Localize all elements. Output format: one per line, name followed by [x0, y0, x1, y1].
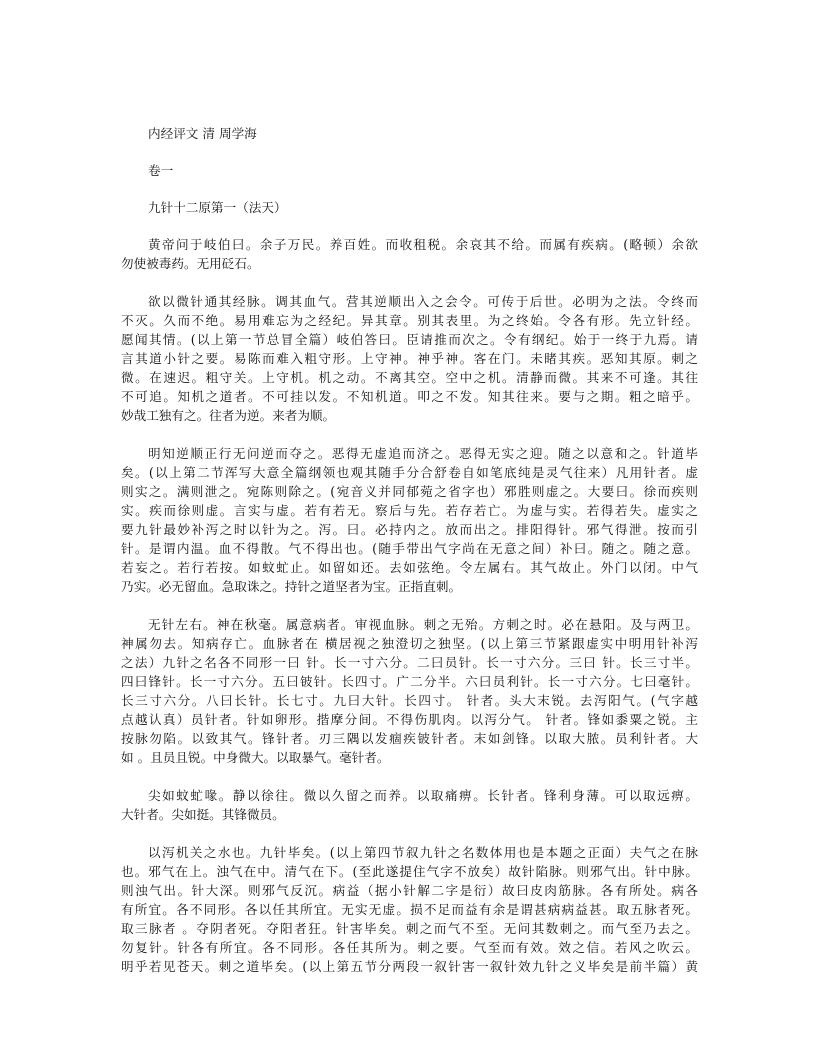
- text-line: 取三脉者 。夺阴者死。夺阳者狂。针害毕矣。刺之而气不至。无问其数刺之。而气至乃去之。: [121, 921, 698, 936]
- text-line: 乃实。必无留血。急取诛之。持针之道坚者为宝。正指直刺。: [121, 579, 462, 594]
- paragraph: [121, 444, 698, 596]
- text-line: 要九针最妙补泻之时以针为之。泻。曰。必持内之。放而出之。排阳得针。邪气得泄。按而引: [121, 522, 698, 537]
- text-line: 大针者。尖如挺。其锋微员。: [121, 807, 285, 822]
- text-line: 神属勿去。知病存亡。血脉者在 横居视之独澄切之独坚。(以上第三节紧跟虚实中明用针补泻: [121, 636, 698, 651]
- paragraph-gap: [121, 425, 698, 444]
- text-line: 黄帝问于岐伯曰。余子万民。养百姓。而收租税。余哀其不给。而属有疾病。(略顿）余欲: [148, 237, 698, 252]
- volume-heading: 卷一: [148, 163, 174, 178]
- text-line: 则浊气出。针大深。则邪气反沉。病益（据小针解二字是衍）故曰皮肉筋脉。各有所处。病各: [121, 883, 698, 898]
- body-text: [121, 235, 698, 976]
- chapter-heading: 九针十二原第一（法天）: [148, 200, 287, 215]
- text-line: 勿复针。针各有所宜。各不同形。各任其所为。刺之要。气至而有效。效之信。若风之吹云。: [121, 940, 698, 955]
- text-line: 则实之。满则泄之。宛陈则除之。(宛音义并同郁菀之省字也）邪胜则虚之。大要曰。徐而疾则: [121, 484, 698, 499]
- text-line: 点越认真）员针者。针如卵形。揩摩分间。不得伤肌肉。以泻分气。 针者。锋如黍粟之锐。主: [121, 712, 698, 727]
- text-line: 以泻机关之水也。九针毕矣。(以上第四节叙九针之名数体用也是本题之正面）夫气之在脉: [148, 845, 698, 860]
- text-line: 微。在速迟。粗守关。上守机。机之动。不离其空。空中之机。清静而微。其来不可逢。其往: [121, 370, 698, 385]
- text-line: 按脉勿陷。以致其气。锋针者。刃三隅以发痼疾铍针者。末如剑锋。以取大脓。员利针者。大: [121, 731, 698, 746]
- text-line: 之法）九针之名各不同形一曰 针。长一寸六分。二曰员针。长一寸六分。三曰 针。长三寸半。: [121, 655, 698, 670]
- text-line: 尖如蚊虻喙。静以徐往。微以久留之而养。以取痛痹。长针者。锋利身薄。可以取远痹。: [148, 788, 698, 803]
- text-line: 也。邪气在上。浊气在中。清气在下。(至此遂提住气字不放矣）故针陷脉。则邪气出。针中脉。: [121, 864, 698, 879]
- paragraph-gap: [121, 767, 698, 786]
- paragraph: [121, 843, 698, 976]
- paragraph-gap: [121, 596, 698, 615]
- text-line: 明乎若见苍天。刺之道毕矣。(以上第五节分两段一叙针害一叙针效九针之义毕矣是前半篇）黄: [121, 959, 698, 974]
- text-line: 妙哉工独有之。往者为逆。来者为顺。: [121, 408, 336, 423]
- text-line: 矣。(以上第二节浑写大意全篇纲领也观其随手分合舒卷自如笔底纯是灵气往来）凡用针者。虚: [121, 465, 698, 480]
- spacer: [121, 143, 698, 161]
- text-line: 针。是谓内温。血不得散。气不得出也。(随手带出气字尚在无意之间）补曰。随之。随之意。: [121, 541, 698, 556]
- text-line: 有所宜。各不同形。各以任其所宜。无实无虚。损不足而益有余是谓甚病病益甚。取五脉者死。: [121, 902, 698, 917]
- text-line: 不灭。久而不绝。易用难忘为之经纪。异其章。别其表里。为之终始。令各有形。先立针经。: [121, 313, 698, 328]
- spacer: [121, 180, 698, 198]
- text-line: 若妄之。若行若按。如蚊虻止。如留如还。去如弦绝。令左属右。其气故止。外门以闭。中气: [121, 560, 698, 575]
- text-line: 长三寸六分。八曰长针。长七寸。九曰大针。长四寸。 针者。头大末锐。去泻阳气。(气字越: [121, 693, 698, 708]
- text-line: 愿闻其情。(以上第一节总冒全篇）岐伯答曰。臣请推而次之。令有纲纪。始于一终于九焉。请: [121, 332, 698, 347]
- paragraph: [121, 786, 698, 824]
- spacer: [121, 217, 698, 235]
- paragraph-gap: [121, 273, 698, 292]
- text-line: 不可追。知机之道者。不可挂以发。不知机道。叩之不发。知其往来。要与之期。粗之暗乎。: [121, 389, 698, 404]
- text-line: 实。疾而徐则虚。言实与虚。若有若无。察后与先。若存若亡。为虚与实。若得若失。虚实之: [121, 503, 698, 518]
- paragraph: [121, 235, 698, 273]
- text-line: 如 。且员且锐。中身微大。以取暴气。毫针者。: [121, 750, 390, 765]
- document-page: [121, 124, 698, 976]
- text-line: 无针左右。神在秋毫。属意病者。审视血脉。刺之无殆。方刺之时。必在悬阳。及与两卫。: [148, 617, 698, 632]
- text-line: 欲以微针通其经脉。调其血气。营其逆顺出入之会令。可传于后世。必明为之法。令终而: [148, 294, 698, 309]
- paragraph-gap: [121, 824, 698, 843]
- book-title: 内经评文 清 周学海: [148, 126, 257, 141]
- text-line: 明知逆顺正行无问逆而夺之。恶得无虚追而济之。恶得无实之迎。随之以意和之。针道毕: [148, 446, 698, 461]
- text-line: 言其道小针之要。易陈而难入粗守形。上守神。神乎神。客在门。未睹其疾。恶知其原。刺之: [121, 351, 698, 366]
- paragraph: [121, 615, 698, 767]
- text-line: 勿使被毒药。无用砭石。: [121, 256, 260, 271]
- paragraph: [121, 292, 698, 425]
- text-line: 四曰锋针。长一寸六分。五曰铍针。长四寸。广二分半。六曰员利针。长一寸六分。七曰毫针。: [121, 674, 698, 689]
